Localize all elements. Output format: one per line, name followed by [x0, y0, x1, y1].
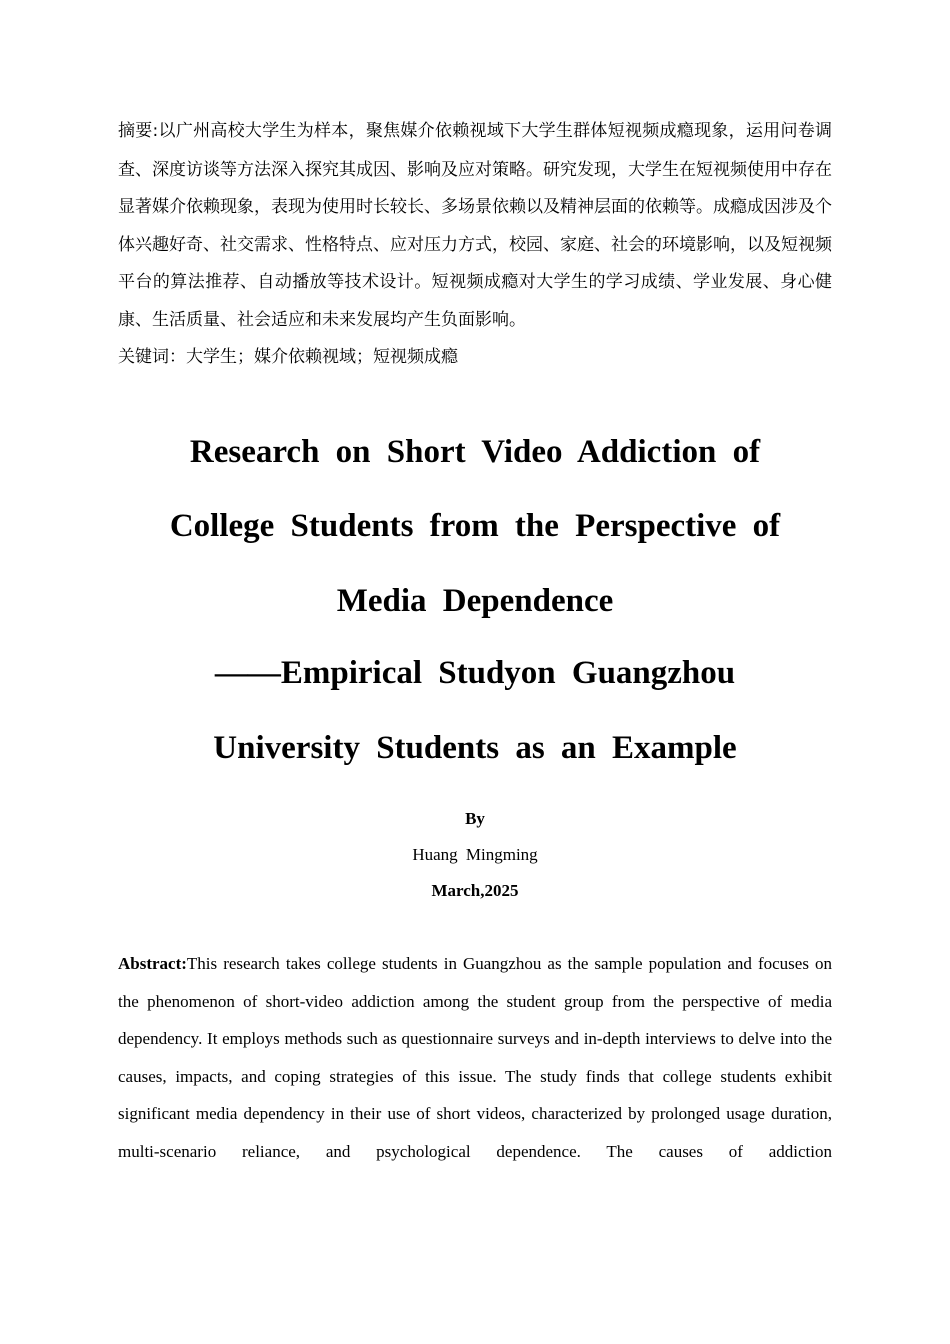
english-abstract-text: This research takes college students in Guangzhou as the sample population and focuses on the phenomenon of short-video addiction among the student group from the perspective of media dependency. It employs methods such as questionnaire surveys and in-depth interviews to delve into the causes, impacts, and coping strategies of this issue. The study finds that college students exhibit significant media dependency in their use of short videos, characterized by prolonged usage duration, multi-scenario reliance, and psychological dependence. The causes of addiction [118, 954, 832, 1161]
chinese-abstract [118, 112, 832, 338]
subtitle-line: University Students as an Example [213, 729, 737, 766]
publication-date: March,2025 [431, 881, 519, 900]
chinese-keywords-label: 关键词 [118, 347, 169, 367]
title-line: Research on Short Video Addiction of [189, 433, 761, 470]
chinese-keywords-colon: ： [169, 347, 186, 367]
byline [118, 801, 832, 909]
subtitle-line: ——Empirical Studyon Guangzhou [214, 655, 736, 691]
english-abstract-label: Abstract: [118, 954, 187, 973]
chinese-abstract-text: 以广州高校大学生为样本，聚焦媒介依赖视域下大学生群体短视频成瘾现象，运用问卷调查、深度访谈等方法深入探究其成因、影响及应对策略。研究发现，大学生在短视频使用中存在显著媒介依赖现象，表现为使用时长较长、多场景依赖以及精神层面的依赖等。成瘾成因涉及个体兴趣好奇、社交需求、性格特点、应对压力方式，校园、家庭、社会的环境影响，以及短视频平台的算法推荐、自动播放等技术设计。短视频成瘾对大学生的学习成绩、学业发展、身心健康、生活质量、社会适应和未来发展均产生负面影响。 [118, 121, 832, 329]
chinese-keywords [118, 338, 832, 377]
author-name: Huang Mingming [412, 845, 538, 864]
byline-by: By [465, 809, 485, 828]
title-line: College Students from the Perspective of [169, 508, 781, 544]
title-line: Media Dependence [336, 582, 614, 619]
english-abstract [118, 945, 832, 1170]
english-title [118, 415, 832, 786]
chinese-abstract-label: 摘要: [118, 121, 159, 141]
document-page [118, 112, 832, 1187]
chinese-keywords-text: 大学生；媒介依赖视域；短视频成瘾 [186, 347, 458, 366]
